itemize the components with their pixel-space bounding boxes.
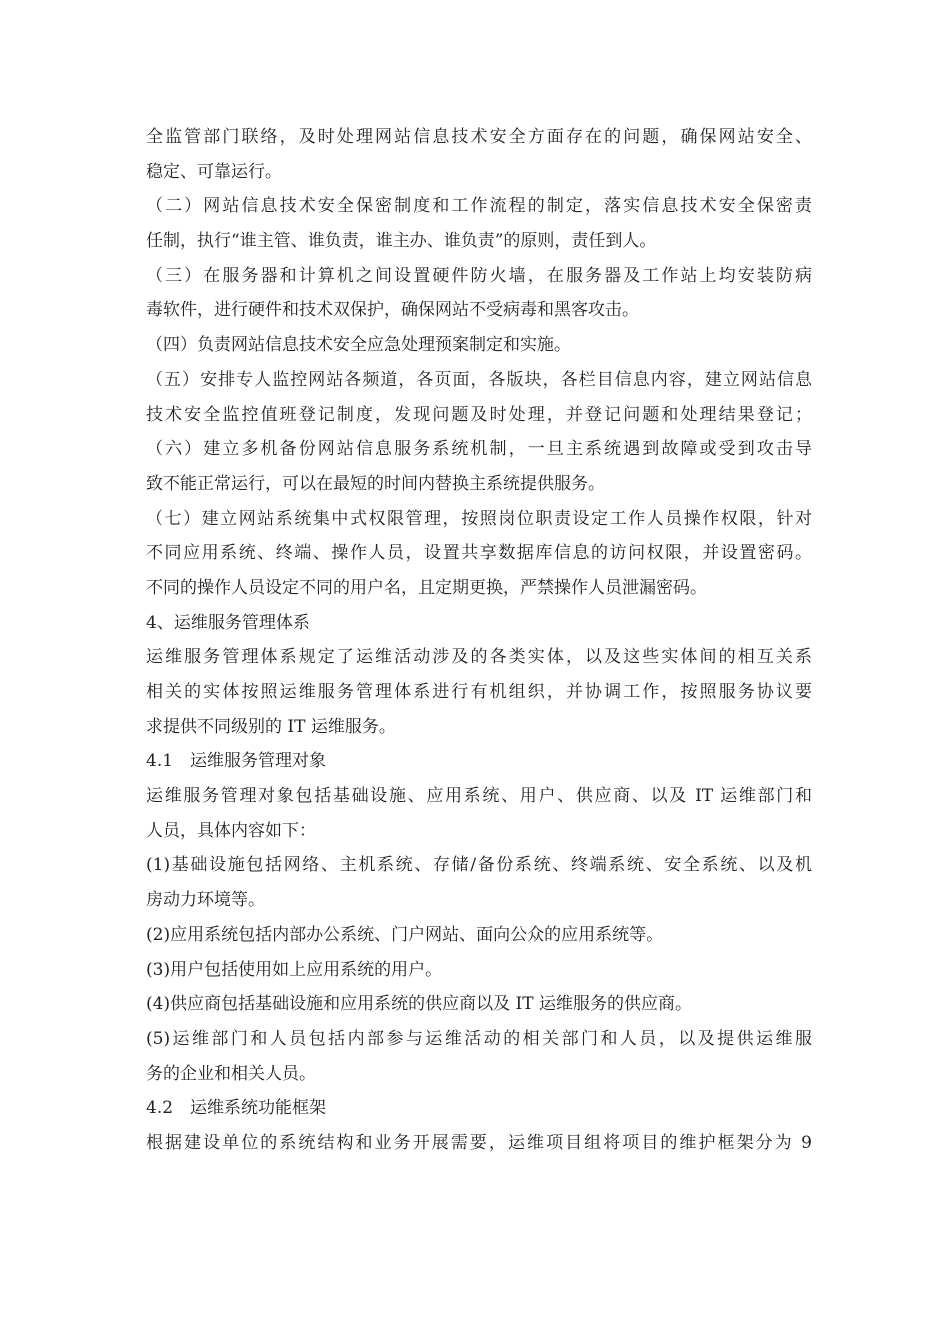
list-item-6-line: 致不能正常运行，可以在最短的时间内替换主系统提供服务。: [146, 473, 605, 494]
list-item-7-line: 不同的操作人员设定不同的用户名，且定期更换，严禁操作人员泄漏密码。: [146, 577, 707, 598]
paragraph-line: 相关的实体按照运维服务管理体系进行有机组织，并协调工作，按照服务协议要: [146, 682, 812, 702]
list-item-3-line: 毒软件，进行硬件和技术双保护，确保网站不受病毒和黑客攻击。: [146, 300, 639, 321]
paragraph-line: 运维服务管理体系规定了运维活动涉及的各类实体，以及这些实体间的相互关系: [146, 647, 812, 668]
list-item-4-line: （四）负责网站信息技术安全应急处理预案制定和实施。: [146, 335, 571, 356]
text-line: 全监管部门联络，及时处理网站信息技术安全方面存在的问题，确保网站安全、: [146, 127, 812, 147]
numbered-item-line: (2)应用系统包括内部办公系统、门户网站、面向公众的应用系统等。: [146, 924, 664, 945]
numbered-item-line: (4)供应商包括基础设施和应用系统的供应商以及 IT 运维服务的供应商。: [146, 994, 692, 1015]
paragraph-line: 运维服务管理对象包括基础设施、应用系统、用户、供应商、以及 IT 运维部门和: [146, 786, 812, 807]
list-item-5-line: （五）安排专人监控网站各频道，各页面，各版块，各栏目信息内容，建立网站信息: [146, 369, 812, 390]
list-item-7-line: （七）建立网站系统集中式权限管理，按照岗位职责设定工作人员操作权限，针对: [146, 508, 812, 529]
subsection-heading: 4.1 运维服务管理对象: [146, 751, 327, 772]
section-heading: 4、运维服务管理体系: [146, 612, 310, 633]
list-item-7-line: 不同应用系统、终端、操作人员，设置共享数据库信息的访问权限，并设置密码。: [146, 543, 812, 564]
list-item-2-line: 任制，执行“谁主管、谁负责，谁主办、谁负责”的原则，责任到人。: [146, 231, 657, 252]
list-item-3-line: （三）在服务器和计算机之间设置硬件防火墙，在服务器及工作站上均安装防病: [146, 265, 812, 286]
paragraph-line: 人员，具体内容如下：: [146, 820, 316, 841]
text-line: 稳定、可靠运行。: [146, 161, 282, 182]
subsection-heading: 4.2 运维系统功能框架: [146, 1098, 327, 1119]
document-body: [146, 120, 812, 1161]
numbered-item-line: (1)基础设施包括网络、主机系统、存储/备份系统、终端系统、安全系统、以及机: [146, 855, 812, 876]
list-item-6-line: （六）建立多机备份网站信息服务系统机制，一旦主系统遇到故障或受到攻击导: [146, 439, 812, 460]
paragraph-line: 求提供不同级别的 IT 运维服务。: [146, 716, 396, 737]
list-item-5-line: 技术安全监控值班登记制度，发现问题及时处理，并登记问题和处理结果登记；: [146, 404, 812, 425]
numbered-item-line: 房动力环境等。: [146, 890, 265, 911]
paragraph-line: 根据建设单位的系统结构和业务开展需要，运维项目组将项目的维护框架分为 9: [146, 1132, 812, 1153]
list-item-2-line: （二）网站信息技术安全保密制度和工作流程的制定，落实信息技术安全保密责: [146, 196, 812, 217]
numbered-item-line: 务的企业和相关人员。: [146, 1063, 316, 1084]
numbered-item-line: (3)用户包括使用如上应用系统的用户。: [146, 959, 443, 980]
numbered-item-line: (5)运维部门和人员包括内部参与运维活动的相关部门和人员，以及提供运维服: [146, 1028, 812, 1049]
